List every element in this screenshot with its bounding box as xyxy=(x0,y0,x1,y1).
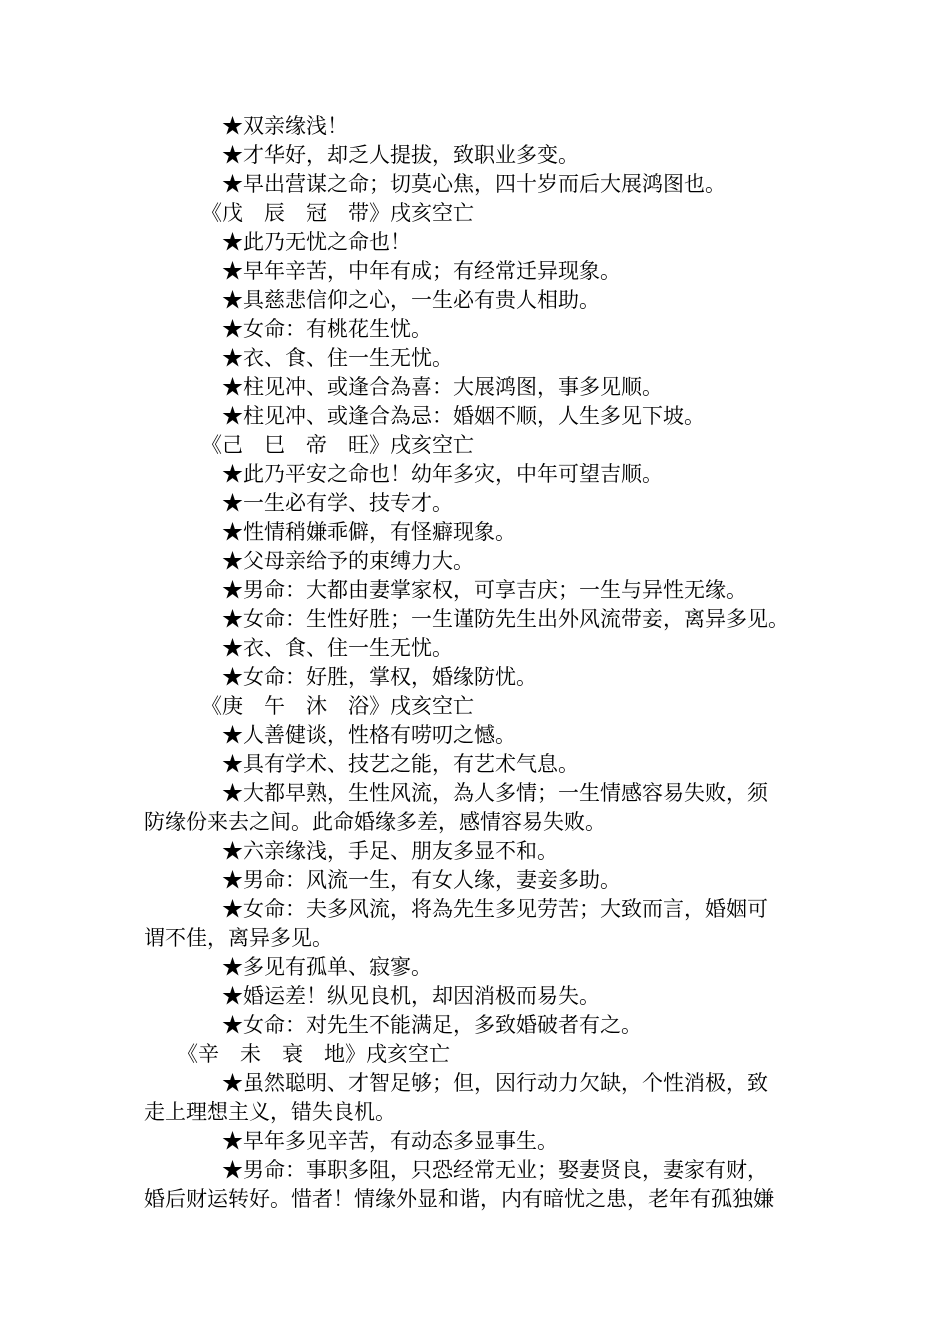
text-body xyxy=(144,112,812,1214)
line-6: ★早年辛苦，中年有成；有经常迁异现象。 xyxy=(222,259,621,283)
line-22: ★人善健谈，性格有唠叨之憾。 xyxy=(222,723,516,747)
line-24: ★大都早熟，生性风流，為人多情；一生情感容易失败，须 xyxy=(222,781,768,805)
line-20: ★女命：好胜，掌权，婚缘防忧。 xyxy=(222,665,537,689)
section-heading-xinwei: 《辛 未 衰 地》戌亥空亡 xyxy=(177,1042,450,1066)
line-32: ★女命：对先生不能满足，多致婚破者有之。 xyxy=(222,1013,642,1037)
line-16: ★父母亲给予的束缚力大。 xyxy=(222,549,474,573)
line-17: ★男命：大都由妻掌家权，可享吉庆；一生与异性无缘。 xyxy=(222,578,747,602)
line-13: ★此乃平安之命也！幼年多灾，中年可望吉顺。 xyxy=(222,462,663,486)
line-11: ★柱见冲、或逢合為忌：婚姻不顺，人生多见下坡。 xyxy=(222,404,705,428)
line-34: ★虽然聪明、才智足够；但，因行动力欠缺，个性消极，致 xyxy=(222,1071,768,1095)
section-heading-wuchen: 《戊 辰 冠 带》戌亥空亡 xyxy=(201,201,474,225)
line-10: ★柱见冲、或逢合為喜：大展鸿图，事多见顺。 xyxy=(222,375,663,399)
line-38: 婚后财运转好。惜者！情缘外显和谐，内有暗忧之患，老年有孤独嫌 xyxy=(144,1187,774,1211)
line-28: ★女命：夫多风流，将為先生多见劳苦；大致而言，婚姻可 xyxy=(222,897,768,921)
line-2: ★才华好，却乏人提拔，致职业多变。 xyxy=(222,143,579,167)
section-heading-jisi: 《己 巳 帝 旺》戌亥空亡 xyxy=(201,433,474,457)
line-7: ★具慈悲信仰之心，一生必有贵人相助。 xyxy=(222,288,600,312)
line-19: ★衣、食、住一生无忧。 xyxy=(222,636,453,660)
line-23: ★具有学术、技艺之能，有艺术气息。 xyxy=(222,752,579,776)
line-9: ★衣、食、住一生无忧。 xyxy=(222,346,453,370)
line-31: ★婚运差！纵见良机，却因消极而易失。 xyxy=(222,984,600,1008)
line-37: ★男命：事职多阻，只恐经常无业；娶妻贤良，妻家有财， xyxy=(222,1158,768,1182)
line-5: ★此乃无忧之命也！ xyxy=(222,230,411,254)
line-3: ★早出营谋之命；切莫心焦，四十岁而后大展鸿图也。 xyxy=(222,172,726,196)
line-30: ★多见有孤单、寂寥。 xyxy=(222,955,432,979)
line-36: ★早年多见辛苦，有动态多显事生。 xyxy=(222,1129,558,1153)
line-1: ★双亲缘浅！ xyxy=(222,114,348,138)
line-27: ★男命：风流一生，有女人缘，妻妾多助。 xyxy=(222,868,621,892)
section-heading-gengwu: 《庚 午 沐 浴》戌亥空亡 xyxy=(201,694,474,718)
line-14: ★一生必有学、技专才。 xyxy=(222,491,453,515)
line-8: ★女命：有桃花生忧。 xyxy=(222,317,432,341)
line-35: 走上理想主义，错失良机。 xyxy=(144,1100,396,1124)
line-18: ★女命：生性好胜；一生谨防先生出外风流带妾，离异多见。 xyxy=(222,607,789,631)
line-15: ★性情稍嫌乖僻，有怪癖现象。 xyxy=(222,520,516,544)
line-25: 防缘份来去之间。此命婚缘多差，感情容易失败。 xyxy=(144,810,606,834)
line-26: ★六亲缘浅，手足、朋友多显不和。 xyxy=(222,839,558,863)
line-29: 谓不佳，离异多见。 xyxy=(144,926,333,950)
